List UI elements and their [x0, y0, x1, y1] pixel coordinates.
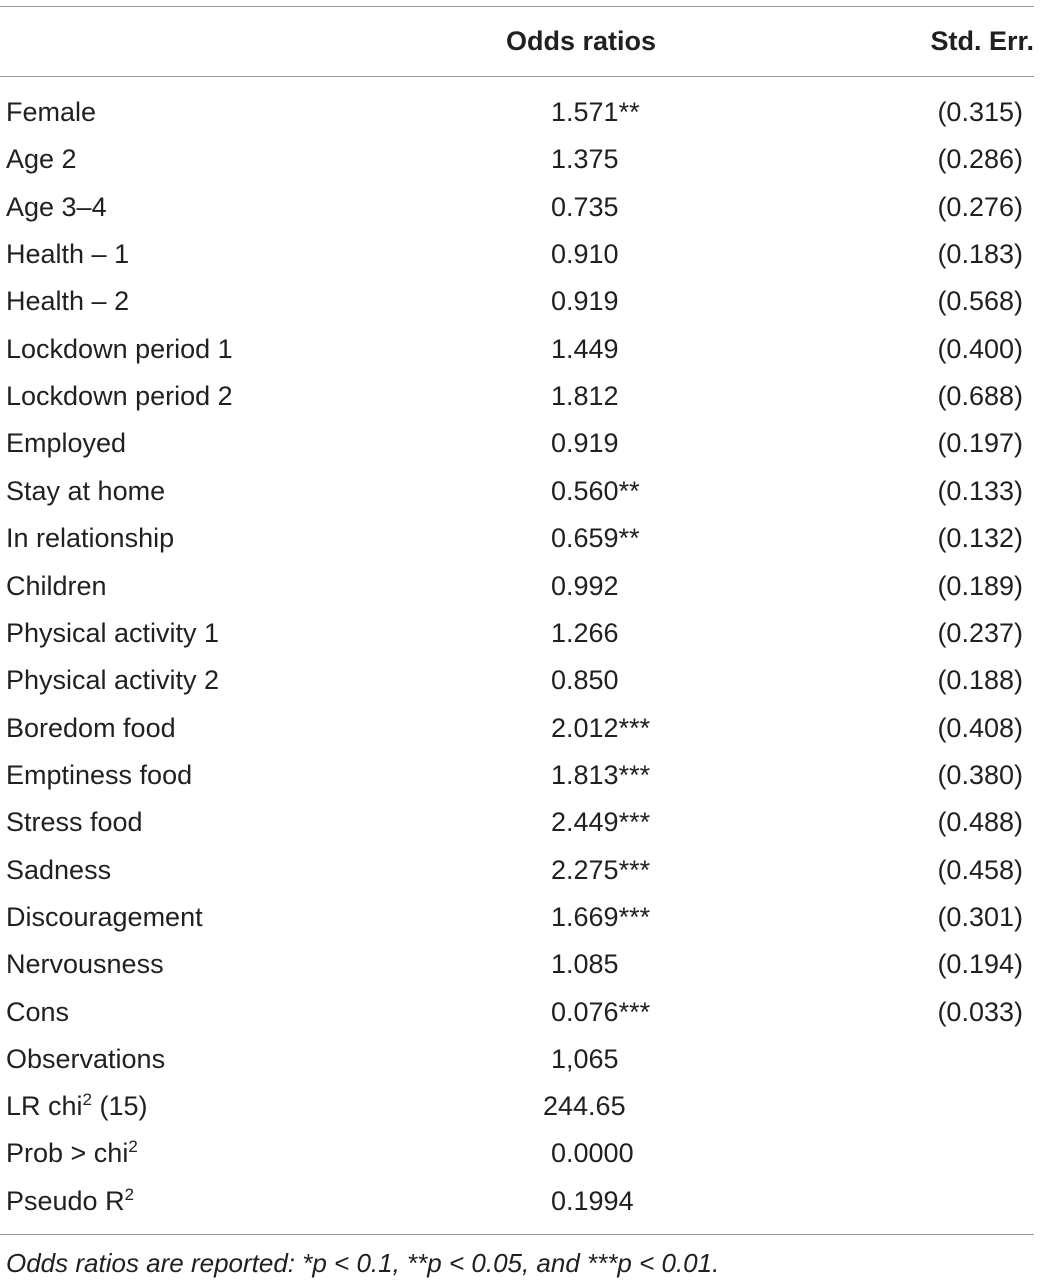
odds-ratio-value: 0.735	[551, 192, 619, 222]
std-err-value: (0.380)	[937, 760, 1023, 790]
row-label: Discouragement	[6, 902, 203, 932]
std-err-value: (0.458)	[937, 855, 1023, 885]
odds-ratio-value: 0.992	[551, 571, 619, 601]
stat-value: 1,065	[551, 1044, 619, 1074]
std-err-value: (0.688)	[937, 381, 1023, 411]
row-label: Lockdown period 1	[6, 334, 233, 364]
odds-ratio-value: 1.085	[551, 949, 619, 979]
std-err-value: (0.568)	[937, 286, 1023, 316]
std-err-value: (0.133)	[937, 476, 1023, 506]
row-label: Stress food	[6, 807, 143, 837]
std-err-value: (0.188)	[937, 665, 1023, 695]
odds-ratio-value: 2.449***	[551, 807, 651, 837]
stat-label: Observations	[6, 1044, 166, 1074]
odds-ratio-value: 1.669***	[551, 902, 651, 932]
row-label: Physical activity 1	[6, 618, 220, 648]
stat-label: Pseudo $R^2$	[6, 1185, 135, 1216]
std-err-value: (0.033)	[937, 997, 1023, 1027]
column-header-odds-ratios: Odds ratios	[506, 26, 657, 56]
row-label: Employed	[6, 428, 127, 458]
table-top-rule	[0, 6, 1034, 7]
row-label: Lockdown period 2	[6, 381, 233, 411]
odds-ratio-value: 0.076***	[551, 997, 651, 1027]
odds-ratio-value: 1.813***	[551, 760, 651, 790]
std-err-value: (0.301)	[937, 902, 1023, 932]
std-err-value: (0.197)	[937, 428, 1023, 458]
std-err-value: (0.237)	[937, 618, 1023, 648]
std-err-value: (0.194)	[937, 949, 1023, 979]
odds-ratio-value: 1.266	[551, 618, 619, 648]
row-label: Nervousness	[6, 949, 164, 979]
row-label: Health – 1	[6, 239, 130, 269]
odds-ratio-value: 0.919	[551, 286, 619, 316]
odds-ratio-value: 0.560**	[551, 476, 640, 506]
std-err-value: (0.276)	[937, 192, 1023, 222]
row-label: Emptiness food	[6, 760, 193, 790]
stat-value: 244.65	[543, 1091, 626, 1121]
bottom-rule	[0, 1234, 1034, 1235]
odds-ratio-value: 1.375	[551, 144, 619, 174]
row-label: Female	[6, 97, 97, 127]
odds-ratio-value: 0.919	[551, 428, 619, 458]
odds-ratio-value: 0.850	[551, 665, 619, 695]
std-err-value: (0.408)	[937, 713, 1023, 743]
stat-label: Prob > chi$^2$	[6, 1137, 138, 1168]
row-label: Stay at home	[6, 476, 166, 506]
std-err-value: (0.132)	[937, 523, 1023, 553]
row-label: Boredom food	[6, 713, 176, 743]
std-err-value: (0.315)	[937, 97, 1023, 127]
odds-ratio-value: 0.910	[551, 239, 619, 269]
row-label: Sadness	[6, 855, 112, 885]
stat-value: 0.0000	[551, 1138, 634, 1168]
std-err-value: (0.286)	[937, 144, 1023, 174]
odds-ratio-value: 0.659**	[551, 523, 640, 553]
odds-ratio-value: 2.275***	[551, 855, 651, 885]
footnote: Odds ratios are reported: *p < 0.1, **p < 0.05, and ***p < 0.01.	[6, 1248, 720, 1278]
odds-ratio-value: 1.449	[551, 334, 619, 364]
odds-ratio-value: 1.812	[551, 381, 619, 411]
std-err-value: (0.400)	[937, 334, 1023, 364]
std-err-value: (0.488)	[937, 807, 1023, 837]
row-label: Physical activity 2	[6, 665, 220, 695]
std-err-value: (0.189)	[937, 571, 1023, 601]
std-err-value: (0.183)	[937, 239, 1023, 269]
stat-label: LR chi$^2$ (15)	[6, 1090, 148, 1121]
row-label: Health – 2	[6, 286, 130, 316]
odds-ratio-value: 1.571**	[551, 97, 640, 127]
row-label: In relationship	[6, 523, 175, 553]
row-label: Age 3–4	[6, 192, 107, 222]
row-label: Age 2	[6, 144, 77, 174]
row-label: Children	[6, 571, 107, 601]
column-header-std-err: Std. Err.	[930, 26, 1034, 56]
header-rule	[0, 76, 1034, 77]
row-label: Cons	[6, 997, 70, 1027]
odds-ratio-value: 2.012***	[551, 713, 651, 743]
stat-value: 0.1994	[551, 1186, 634, 1216]
